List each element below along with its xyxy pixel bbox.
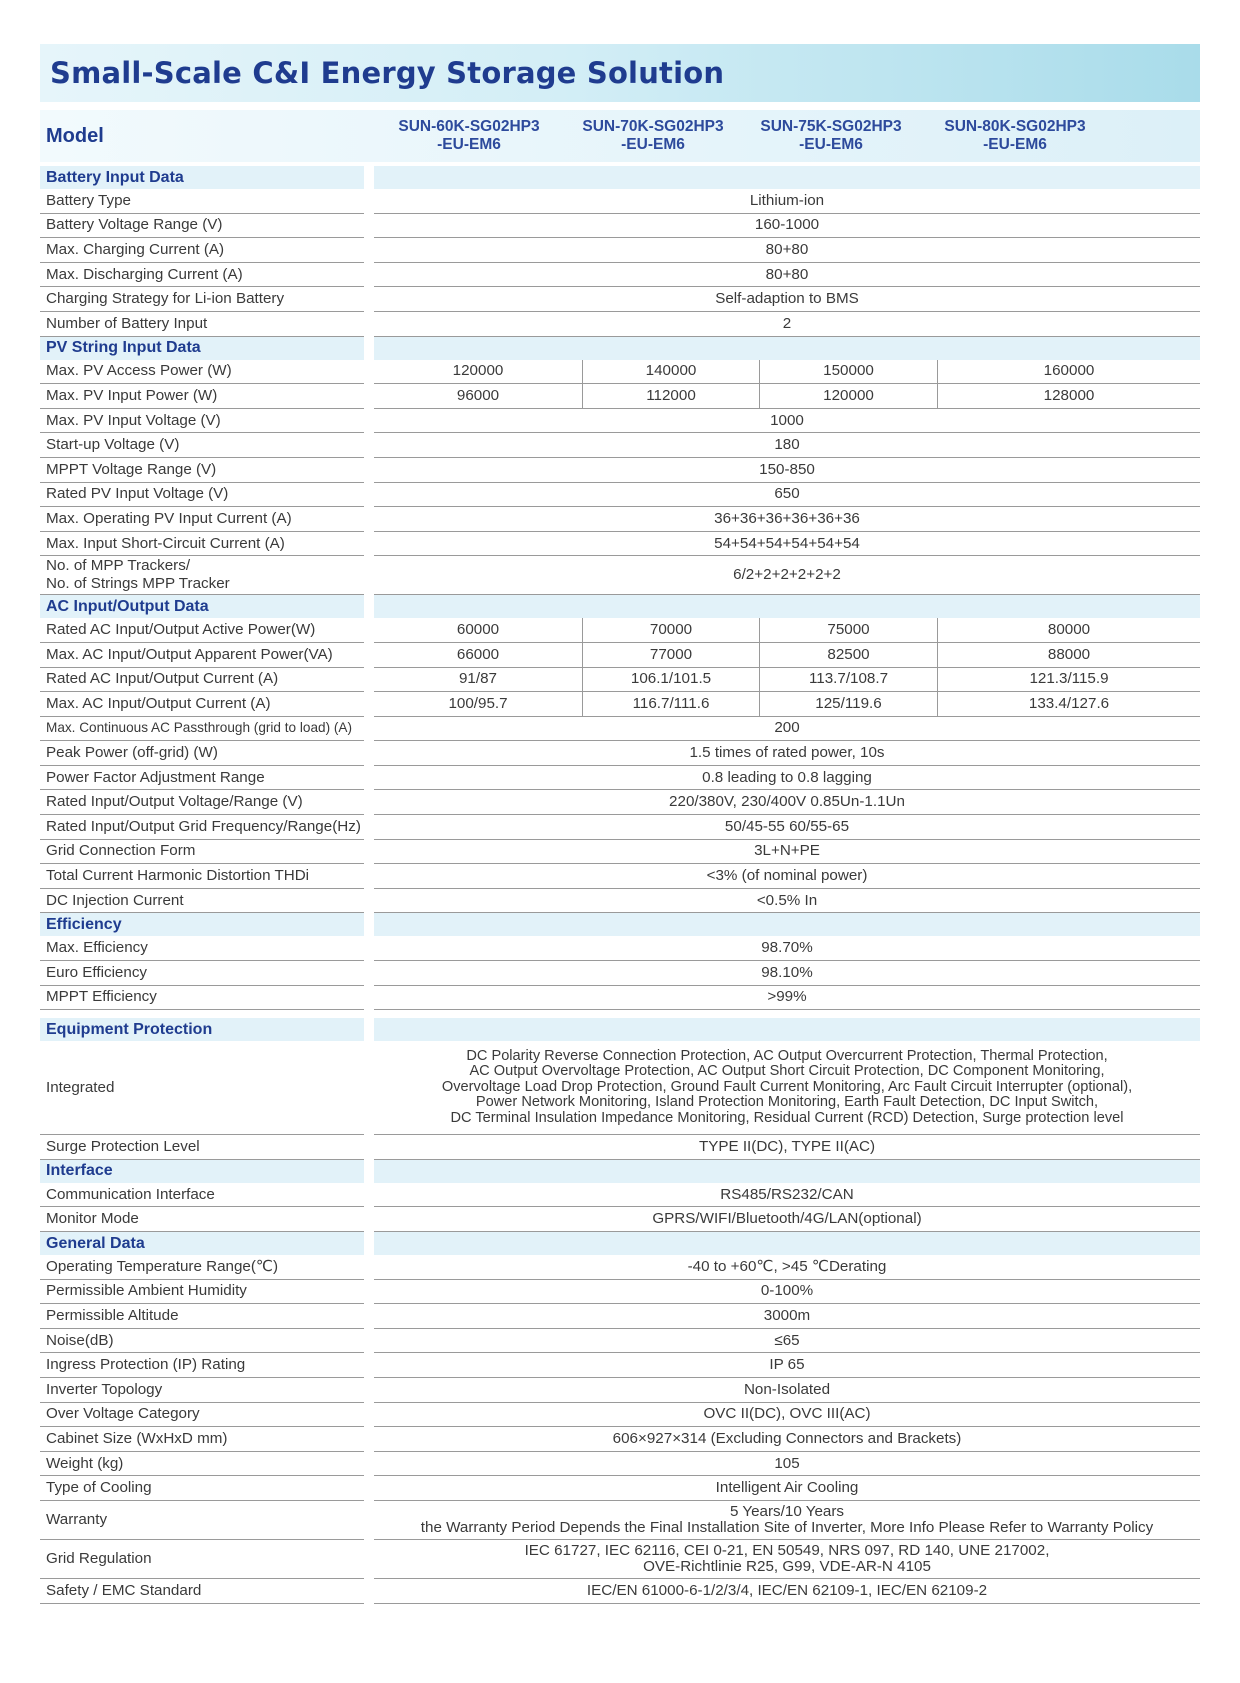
spec-value: 6/2+2+2+2+2+2 bbox=[733, 566, 841, 584]
spec-value: 91/87 bbox=[458, 670, 497, 688]
spec-value: -40 to +60℃, >45 ℃Derating bbox=[687, 1257, 887, 1275]
section-bar bbox=[374, 1018, 1200, 1041]
spec-value: 105 bbox=[774, 1454, 800, 1472]
spec-row bbox=[40, 433, 1200, 458]
section-title: Equipment Protection bbox=[40, 1018, 364, 1041]
spec-label: Power Factor Adjustment Range bbox=[40, 766, 364, 791]
spec-row bbox=[40, 936, 1200, 961]
spec-row bbox=[40, 287, 1200, 312]
spec-value: IP 65 bbox=[769, 1356, 805, 1374]
spec-label: Rated AC Input/Output Active Power(W) bbox=[40, 618, 364, 643]
spec-values bbox=[374, 1452, 1200, 1477]
spec-value: 3L+N+PE bbox=[754, 842, 820, 860]
spec-value: 128000 bbox=[937, 384, 1200, 408]
spec-label: Integrated bbox=[40, 1041, 364, 1135]
spec-value: 50/45-55 60/55-65 bbox=[724, 817, 850, 835]
spec-value: 180 bbox=[774, 436, 800, 454]
spec-values bbox=[374, 1135, 1200, 1160]
spec-label: Max. Operating PV Input Current (A) bbox=[40, 507, 364, 532]
section-title: AC Input/Output Data bbox=[40, 595, 364, 618]
spec-value: 112000 bbox=[582, 384, 759, 408]
spec-label: Max. Efficiency bbox=[40, 936, 364, 961]
spec-label: Type of Cooling bbox=[40, 1476, 364, 1501]
spec-label: Max. PV Access Power (W) bbox=[40, 360, 364, 385]
spec-sheet bbox=[40, 44, 1200, 1604]
spec-row bbox=[40, 1427, 1200, 1452]
spec-row bbox=[40, 1378, 1200, 1403]
spec-values bbox=[374, 1427, 1200, 1452]
spec-row bbox=[40, 1540, 1200, 1579]
spec-row bbox=[40, 1135, 1200, 1160]
page-title: Small-Scale C&I Energy Storage Solution bbox=[50, 56, 725, 90]
spec-values bbox=[374, 643, 1200, 668]
model-column-2: SUN-70K-SG02HP3 -EU-EM6 bbox=[582, 118, 724, 153]
spec-values bbox=[374, 668, 1200, 693]
spec-values bbox=[374, 1041, 1200, 1135]
spec-values bbox=[374, 986, 1200, 1011]
spec-values bbox=[374, 790, 1200, 815]
spec-table bbox=[40, 166, 1200, 1604]
spec-value: <0.5% In bbox=[756, 891, 818, 909]
spec-value: 70000 bbox=[582, 618, 759, 642]
spec-value: 133.4/127.6 bbox=[937, 692, 1200, 716]
spec-values bbox=[374, 507, 1200, 532]
spec-label: Surge Protection Level bbox=[40, 1135, 364, 1160]
spec-label: Permissible Altitude bbox=[40, 1304, 364, 1329]
spec-value: <3% (of nominal power) bbox=[706, 867, 868, 885]
spec-value: 88000 bbox=[937, 643, 1200, 667]
spec-value: 116.7/111.6 bbox=[582, 692, 759, 716]
spec-value: 98.70% bbox=[761, 939, 813, 957]
spec-row bbox=[40, 741, 1200, 766]
spec-row bbox=[40, 889, 1200, 914]
spec-row bbox=[40, 1280, 1200, 1305]
section-bar bbox=[374, 337, 1200, 360]
spec-value: DC Polarity Reverse Connection Protection, AC Output Overcurrent Protection, Thermal Protection, AC Output Overvoltage Protection, AC Output Short Circuit Protection, DC Component Monitoring, Overvoltage Load Drop Protection, Ground Fault Current Monitoring, Arc Fault Circuit Interrupter (optional), Power Network Monitoring, Island Protection Monitoring, Earth Fault Detection, DC Input Switch, DC Terminal Insulation Impedance Monitoring, Residual Current (RCD) Detection, Surge protection level bbox=[441, 1047, 1133, 1126]
spec-value: 100/95.7 bbox=[448, 694, 508, 712]
spec-values bbox=[374, 189, 1200, 214]
spec-row bbox=[40, 1255, 1200, 1280]
spec-label: Cabinet Size (WxHxD mm) bbox=[40, 1427, 364, 1452]
spec-label: DC Injection Current bbox=[40, 889, 364, 914]
spec-row bbox=[40, 692, 1200, 717]
spec-label: Max. Discharging Current (A) bbox=[40, 263, 364, 288]
section-header bbox=[40, 595, 1200, 618]
spec-value: 5 Years/10 Years the Warranty Period Depends the Final Installation Site of Inverter, More Info Please Refer to Warranty Policy bbox=[420, 1502, 1154, 1536]
model-column-1: SUN-60K-SG02HP3 -EU-EM6 bbox=[398, 118, 540, 153]
spec-label: Max. Input Short-Circuit Current (A) bbox=[40, 532, 364, 557]
section-header bbox=[40, 1018, 1200, 1041]
spec-value: 0.8 leading to 0.8 lagging bbox=[702, 768, 872, 786]
spec-value: 140000 bbox=[582, 360, 759, 384]
spec-value: 106.1/101.5 bbox=[582, 668, 759, 692]
section-title: Interface bbox=[40, 1160, 364, 1183]
spec-value: IEC/EN 61000-6-1/2/3/4, IEC/EN 62109-1, IEC/EN 62109-2 bbox=[586, 1581, 988, 1599]
spec-label: Monitor Mode bbox=[40, 1207, 364, 1232]
spec-label: Total Current Harmonic Distortion THDi bbox=[40, 864, 364, 889]
section-title: Battery Input Data bbox=[40, 166, 364, 189]
spec-value: 606×927×314 (Excluding Connectors and Brackets) bbox=[612, 1429, 962, 1447]
spec-values bbox=[374, 889, 1200, 914]
spec-value: 160000 bbox=[937, 360, 1200, 384]
spec-values bbox=[374, 618, 1200, 643]
spec-label: Max. PV Input Voltage (V) bbox=[40, 409, 364, 434]
spec-label: Inverter Topology bbox=[40, 1378, 364, 1403]
model-label: Model bbox=[46, 124, 104, 147]
spec-row bbox=[40, 360, 1200, 385]
spec-label: MPPT Efficiency bbox=[40, 986, 364, 1011]
spec-row bbox=[40, 618, 1200, 643]
spec-value: 121.3/115.9 bbox=[937, 668, 1200, 692]
spec-row bbox=[40, 1579, 1200, 1604]
spec-values bbox=[374, 1476, 1200, 1501]
spec-values bbox=[374, 312, 1200, 337]
spec-value: >99% bbox=[767, 988, 807, 1006]
spec-row bbox=[40, 668, 1200, 693]
spec-value: 0-100% bbox=[760, 1282, 814, 1300]
spec-values bbox=[374, 287, 1200, 312]
spec-value: Self-adaption to BMS bbox=[715, 290, 859, 308]
spec-row bbox=[40, 483, 1200, 508]
spec-row bbox=[40, 384, 1200, 409]
spec-values bbox=[374, 1540, 1200, 1579]
spec-row bbox=[40, 643, 1200, 668]
spec-value: 150-850 bbox=[759, 460, 815, 478]
spec-label: Max. AC Input/Output Apparent Power(VA) bbox=[40, 643, 364, 668]
spec-label: Operating Temperature Range(℃) bbox=[40, 1255, 364, 1280]
spec-label: Max. PV Input Power (W) bbox=[40, 384, 364, 409]
spec-row bbox=[40, 409, 1200, 434]
spec-row bbox=[40, 1041, 1200, 1135]
spec-value: 125/119.6 bbox=[759, 692, 937, 716]
spec-label: Max. Charging Current (A) bbox=[40, 238, 364, 263]
spec-row bbox=[40, 263, 1200, 288]
spec-row bbox=[40, 717, 1200, 742]
spec-values bbox=[374, 815, 1200, 840]
spec-row bbox=[40, 1329, 1200, 1354]
spec-row bbox=[40, 532, 1200, 557]
spec-values bbox=[374, 1579, 1200, 1604]
spec-label: Number of Battery Input bbox=[40, 312, 364, 337]
spec-row bbox=[40, 238, 1200, 263]
title-bar bbox=[40, 44, 1200, 102]
spec-row bbox=[40, 986, 1200, 1011]
spec-label: Warranty bbox=[40, 1501, 364, 1540]
section-title: Efficiency bbox=[40, 913, 364, 936]
spec-values bbox=[374, 1329, 1200, 1354]
spec-row bbox=[40, 458, 1200, 483]
spec-value: 60000 bbox=[456, 621, 500, 639]
spec-row bbox=[40, 961, 1200, 986]
section-bar bbox=[374, 1160, 1200, 1183]
section-title: PV String Input Data bbox=[40, 337, 364, 360]
spec-value: 54+54+54+54+54+54 bbox=[714, 534, 860, 552]
spec-values bbox=[374, 1304, 1200, 1329]
spec-row bbox=[40, 1353, 1200, 1378]
spec-row bbox=[40, 1304, 1200, 1329]
spec-values bbox=[374, 864, 1200, 889]
spec-value: TYPE II(DC), TYPE II(AC) bbox=[698, 1138, 876, 1156]
spec-value: OVC II(DC), OVC III(AC) bbox=[703, 1405, 871, 1423]
spec-values bbox=[374, 1403, 1200, 1428]
spec-values bbox=[374, 483, 1200, 508]
spec-label: Grid Regulation bbox=[40, 1540, 364, 1579]
spec-label: Grid Connection Form bbox=[40, 840, 364, 865]
spec-values bbox=[374, 840, 1200, 865]
spec-value: GPRS/WIFI/Bluetooth/4G/LAN(optional) bbox=[652, 1210, 922, 1228]
spec-values bbox=[374, 458, 1200, 483]
spec-label: Max. Continuous AC Passthrough (grid to load) (A) bbox=[40, 717, 364, 742]
model-header-row bbox=[40, 110, 1200, 162]
spec-values bbox=[374, 214, 1200, 239]
spec-values bbox=[374, 692, 1200, 717]
spec-label: Communication Interface bbox=[40, 1183, 364, 1208]
spec-row bbox=[40, 1452, 1200, 1477]
spec-label: Max. AC Input/Output Current (A) bbox=[40, 692, 364, 717]
spec-row bbox=[40, 507, 1200, 532]
spec-label: Peak Power (off-grid) (W) bbox=[40, 741, 364, 766]
spec-values bbox=[374, 409, 1200, 434]
spec-label: Charging Strategy for Li-ion Battery bbox=[40, 287, 364, 312]
spec-value: RS485/RS232/CAN bbox=[720, 1185, 854, 1203]
spec-value: 150000 bbox=[759, 360, 937, 384]
spec-value: 160-1000 bbox=[754, 216, 820, 234]
spec-label: Battery Voltage Range (V) bbox=[40, 214, 364, 239]
spec-label: Euro Efficiency bbox=[40, 961, 364, 986]
spec-value: 220/380V, 230/400V 0.85Un-1.1Un bbox=[669, 793, 905, 811]
spec-value: 3000m bbox=[763, 1306, 811, 1324]
spec-label: Battery Type bbox=[40, 189, 364, 214]
spec-row bbox=[40, 312, 1200, 337]
spec-value: IEC 61727, IEC 62116, CEI 0-21, EN 50549, NRS 097, RD 140, UNE 217002, OVE-Richtlinie R25, G99, VDE-AR-N 4105 bbox=[524, 1541, 1050, 1575]
spec-value: Lithium-ion bbox=[749, 191, 825, 209]
spec-value: 120000 bbox=[759, 384, 937, 408]
spec-value: 75000 bbox=[759, 618, 937, 642]
spec-values bbox=[374, 1183, 1200, 1208]
spec-values bbox=[374, 1501, 1200, 1540]
spec-value: Non-Isolated bbox=[743, 1380, 831, 1398]
spec-values bbox=[374, 1207, 1200, 1232]
spec-values bbox=[374, 1280, 1200, 1305]
spec-value: 82500 bbox=[759, 643, 937, 667]
spec-values bbox=[374, 384, 1200, 409]
spec-row bbox=[40, 1183, 1200, 1208]
spec-row bbox=[40, 214, 1200, 239]
spec-values bbox=[374, 263, 1200, 288]
spec-label: Start-up Voltage (V) bbox=[40, 433, 364, 458]
section-bar bbox=[374, 913, 1200, 936]
spec-label: Rated Input/Output Voltage/Range (V) bbox=[40, 790, 364, 815]
spec-value: 77000 bbox=[582, 643, 759, 667]
spec-value: 80+80 bbox=[765, 265, 809, 283]
section-header bbox=[40, 913, 1200, 936]
section-bar bbox=[374, 166, 1200, 189]
spec-row bbox=[40, 556, 1200, 595]
spec-row bbox=[40, 1476, 1200, 1501]
spec-values bbox=[374, 360, 1200, 385]
spec-values bbox=[374, 1378, 1200, 1403]
spec-label: MPPT Voltage Range (V) bbox=[40, 458, 364, 483]
spec-row bbox=[40, 1207, 1200, 1232]
spec-label: Rated PV Input Voltage (V) bbox=[40, 483, 364, 508]
spec-values bbox=[374, 741, 1200, 766]
spec-values bbox=[374, 1255, 1200, 1280]
spec-row bbox=[40, 1501, 1200, 1540]
spec-values bbox=[374, 238, 1200, 263]
spec-label: Ingress Protection (IP) Rating bbox=[40, 1353, 364, 1378]
spec-value: 66000 bbox=[456, 645, 500, 663]
spec-row bbox=[40, 766, 1200, 791]
section-bar bbox=[374, 1232, 1200, 1255]
section-header bbox=[40, 337, 1200, 360]
spec-value: 1.5 times of rated power, 10s bbox=[689, 744, 885, 762]
spec-value: Intelligent Air Cooling bbox=[715, 1479, 859, 1497]
spec-row bbox=[40, 840, 1200, 865]
section-header bbox=[40, 1232, 1200, 1255]
spec-values bbox=[374, 1353, 1200, 1378]
spec-values bbox=[374, 936, 1200, 961]
spec-row bbox=[40, 189, 1200, 214]
section-header bbox=[40, 166, 1200, 189]
spec-label: Over Voltage Category bbox=[40, 1403, 364, 1428]
section-title: General Data bbox=[40, 1232, 364, 1255]
model-column-3: SUN-75K-SG02HP3 -EU-EM6 bbox=[760, 118, 902, 153]
spec-row bbox=[40, 815, 1200, 840]
spec-value: 2 bbox=[782, 314, 792, 332]
spec-label: Safety / EMC Standard bbox=[40, 1579, 364, 1604]
spec-values bbox=[374, 766, 1200, 791]
spec-label: Rated Input/Output Grid Frequency/Range(Hz) bbox=[40, 815, 364, 840]
spec-label: Noise(dB) bbox=[40, 1329, 364, 1354]
spec-values bbox=[374, 556, 1200, 595]
spec-value: 200 bbox=[774, 719, 800, 737]
spec-row bbox=[40, 864, 1200, 889]
section-bar bbox=[374, 595, 1200, 618]
spec-values bbox=[374, 717, 1200, 742]
spec-values bbox=[374, 532, 1200, 557]
spec-value: 80+80 bbox=[765, 240, 809, 258]
spec-label: No. of MPP Trackers/ No. of Strings MPP Tracker bbox=[40, 556, 364, 595]
spec-label: Permissible Ambient Humidity bbox=[40, 1280, 364, 1305]
spec-value: 1000 bbox=[770, 411, 804, 429]
spec-values bbox=[374, 433, 1200, 458]
spec-value: 120000 bbox=[452, 362, 504, 380]
spec-label: Rated AC Input/Output Current (A) bbox=[40, 668, 364, 693]
model-column-4: SUN-80K-SG02HP3 -EU-EM6 bbox=[944, 118, 1086, 153]
spec-value: 98.10% bbox=[761, 963, 813, 981]
spec-values bbox=[374, 961, 1200, 986]
spec-row bbox=[40, 790, 1200, 815]
spec-value: 113.7/108.7 bbox=[759, 668, 937, 692]
spec-value: ≤65 bbox=[774, 1331, 800, 1349]
section-header bbox=[40, 1160, 1200, 1183]
spec-label: Weight (kg) bbox=[40, 1452, 364, 1477]
spec-value: 650 bbox=[774, 485, 800, 503]
spec-value: 96000 bbox=[456, 386, 500, 404]
spec-value: 36+36+36+36+36+36 bbox=[714, 509, 860, 527]
spec-value: 80000 bbox=[937, 618, 1200, 642]
spec-row bbox=[40, 1403, 1200, 1428]
